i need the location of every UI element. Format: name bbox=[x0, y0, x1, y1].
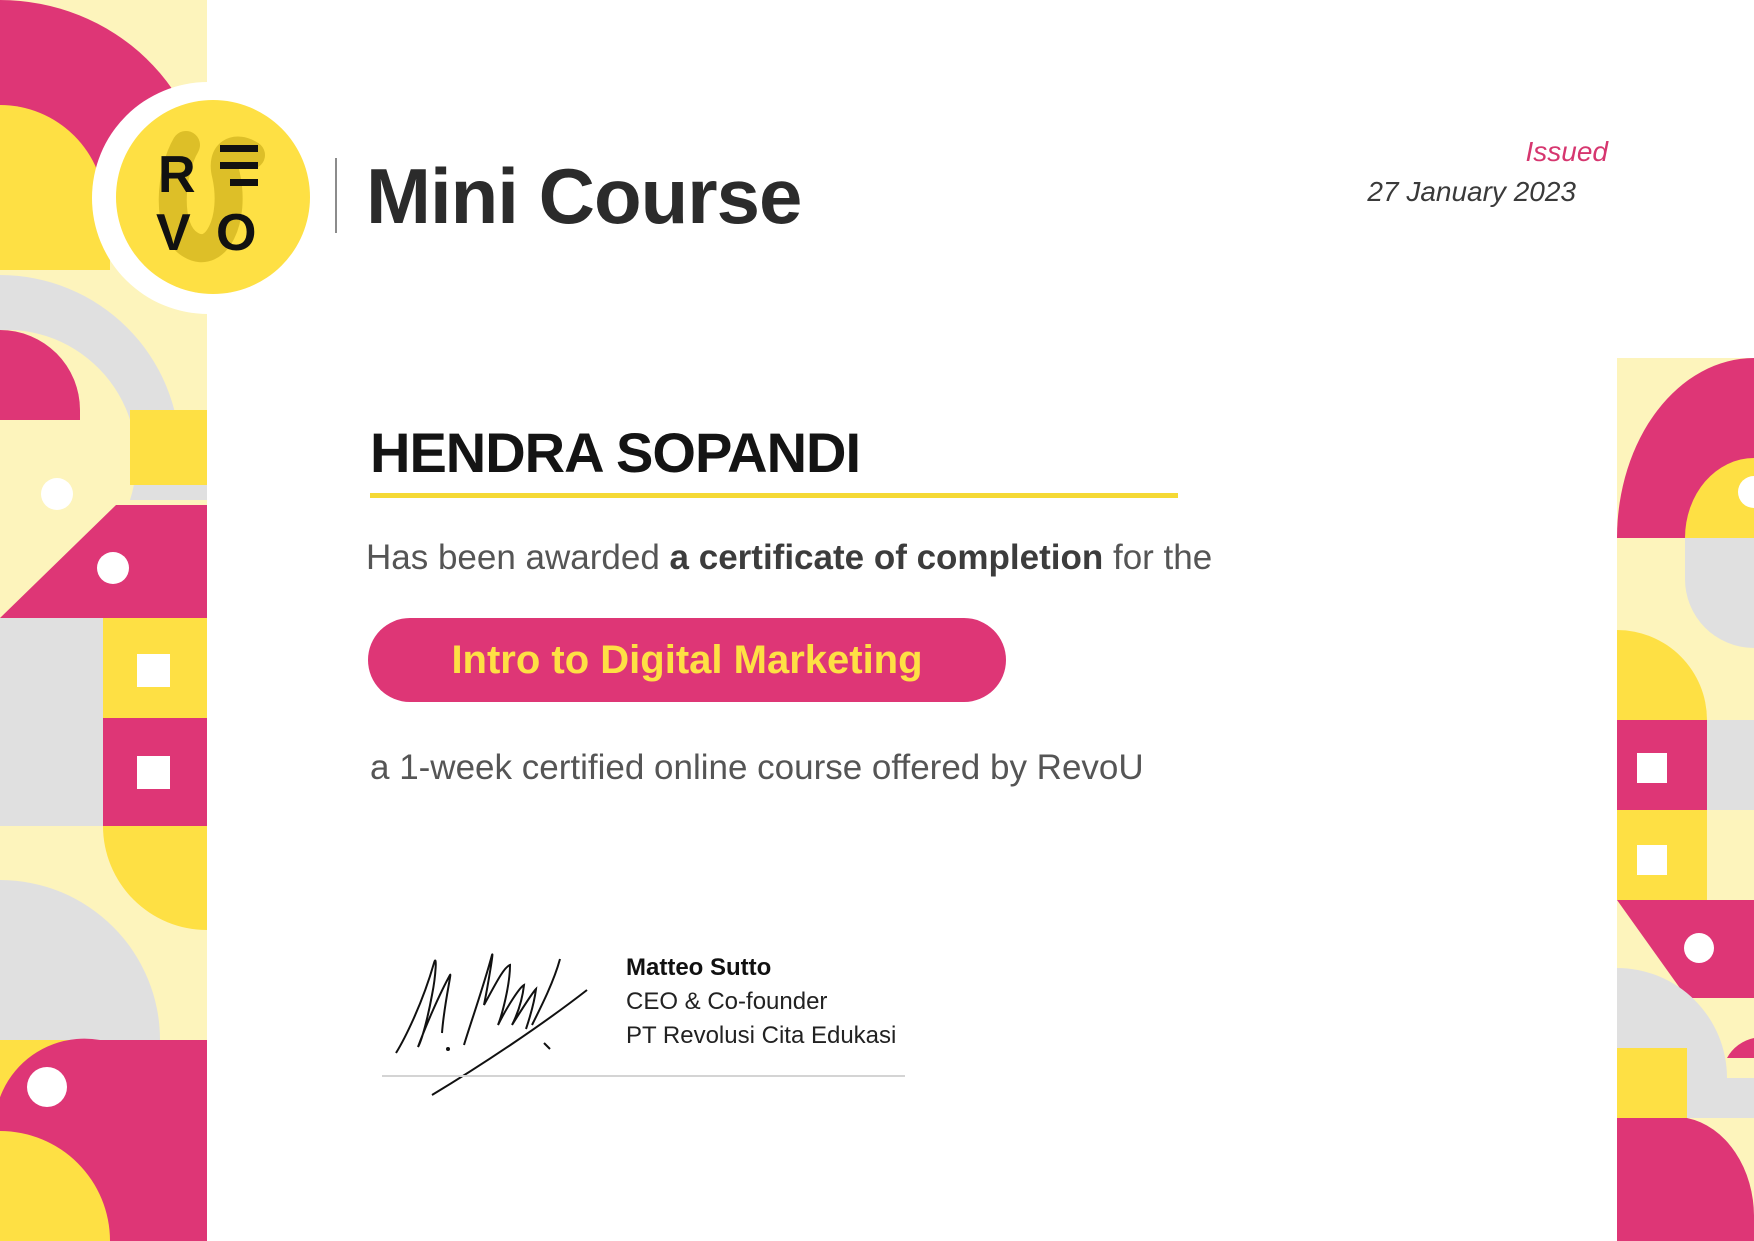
course-name: Intro to Digital Marketing bbox=[451, 638, 923, 682]
award-statement bbox=[366, 536, 1212, 580]
revou-logo-icon bbox=[116, 100, 310, 294]
signer-name: Matteo Sutto bbox=[626, 954, 772, 981]
header-divider bbox=[335, 158, 337, 233]
signer-organization: PT Revolusi Cita Edukasi bbox=[626, 1022, 897, 1049]
award-prefix: Has been awarded bbox=[366, 538, 670, 577]
award-suffix: for the bbox=[1103, 538, 1213, 577]
signature-line bbox=[382, 1075, 905, 1077]
award-emphasis: a certificate of completion bbox=[669, 538, 1104, 577]
issued-label: Issued bbox=[1525, 136, 1608, 167]
svg-text:R: R bbox=[158, 146, 196, 204]
svg-text:O: O bbox=[216, 204, 257, 262]
course-type-title: Mini Course bbox=[366, 152, 802, 240]
recipient-underline bbox=[370, 493, 1178, 498]
recipient-name: HENDRA SOPANDI bbox=[370, 421, 861, 484]
signer-title: CEO & Co-founder bbox=[626, 988, 828, 1015]
svg-text:V: V bbox=[156, 204, 191, 262]
issued-date: 27 January 2023 bbox=[1367, 176, 1576, 207]
right-decorative-pattern bbox=[1617, 358, 1754, 1241]
course-description: a 1-week certified online course offered by RevoU bbox=[370, 748, 1144, 787]
